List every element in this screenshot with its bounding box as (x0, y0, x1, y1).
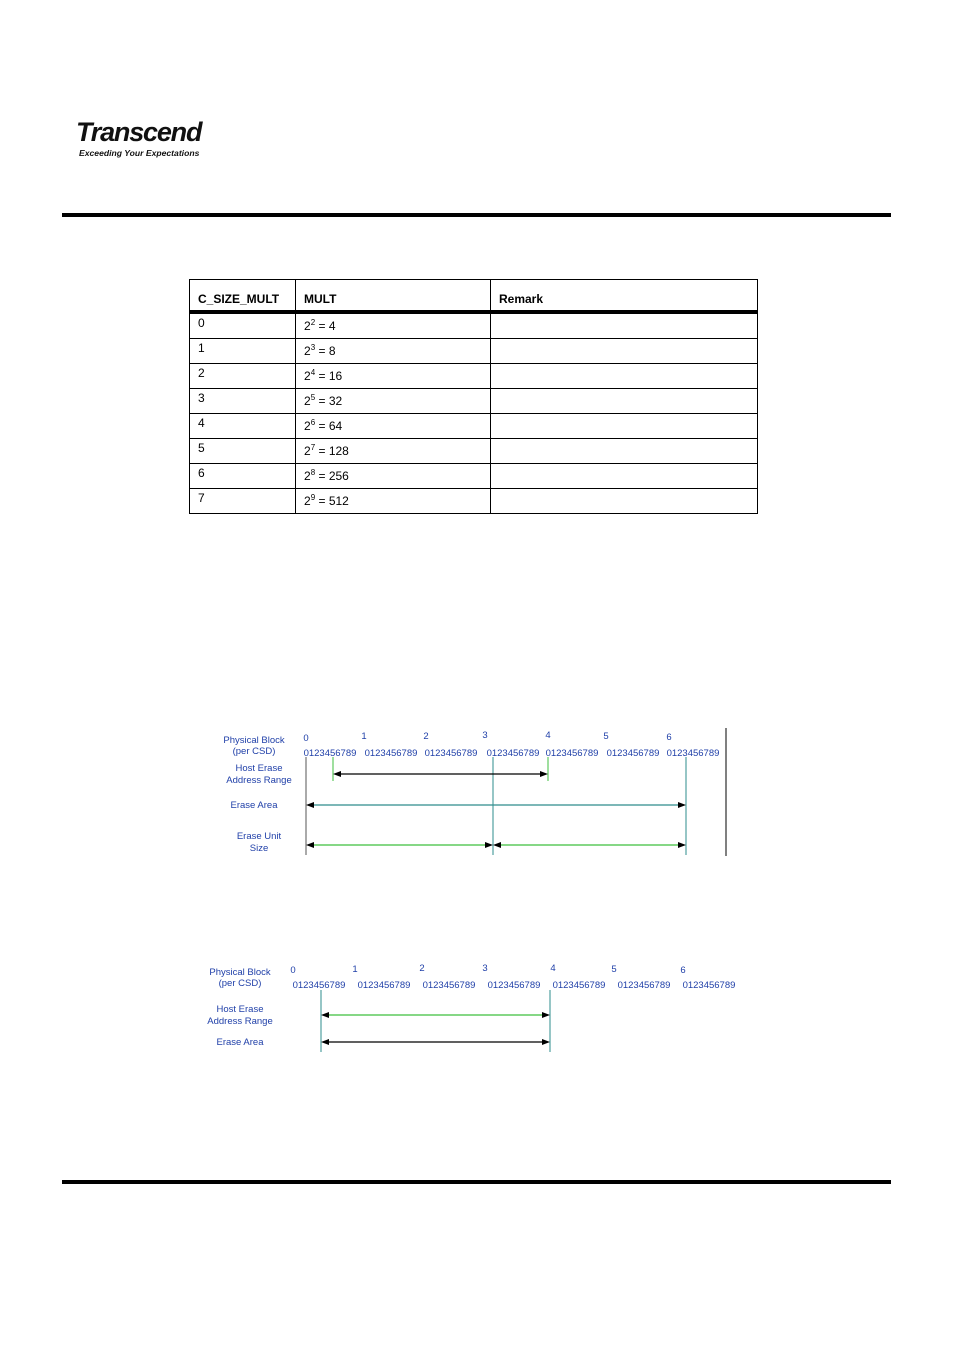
address-range-label: Address Range (226, 775, 292, 786)
arrowhead-left (306, 802, 314, 808)
mult-exponent: 5 (310, 393, 316, 402)
arrowhead-left (306, 842, 314, 848)
column-header-c-size-mult: C_SIZE_MULT (190, 280, 296, 313)
mult-result: = 256 (315, 469, 349, 483)
mult-result: = 512 (315, 494, 349, 508)
digit-string: 0123456789 (424, 748, 478, 759)
cell-c-size-mult: 2 (190, 364, 296, 389)
digit-string: 0123456789 (487, 980, 541, 991)
digit-string: 0123456789 (606, 748, 660, 759)
mult-base: 2 (304, 319, 311, 333)
cell-c-size-mult: 7 (190, 489, 296, 514)
digit-string: 0123456789 (682, 980, 736, 991)
arrowhead-left (321, 1012, 329, 1018)
digit-string: 0123456789 (617, 980, 671, 991)
erase-area-label: Erase Area (230, 800, 278, 811)
host-erase-label: Host Erase (216, 1004, 264, 1015)
mult-result: = 4 (315, 319, 336, 333)
block-number: 6 (680, 965, 686, 976)
arrowhead-right (678, 842, 686, 848)
mult-exponent: 2 (310, 318, 316, 327)
digit-string: 0123456789 (545, 748, 599, 759)
erase-unit-label: Erase Unit (236, 831, 282, 842)
mult-result: = 64 (315, 419, 343, 433)
arrowhead-right (542, 1012, 550, 1018)
block-number: 0 (303, 733, 309, 744)
per-csd-label: (per CSD) (218, 978, 262, 989)
block-number: 5 (603, 731, 609, 742)
arrowhead-right (540, 771, 548, 777)
mult-base: 2 (304, 494, 311, 508)
arrowhead-left (321, 1039, 329, 1045)
logo-wordmark: Transcend (76, 117, 202, 147)
mult-result: = 128 (315, 444, 349, 458)
mult-exponent: 4 (310, 368, 316, 377)
digit-string: 0123456789 (486, 748, 540, 759)
digit-string: 0123456789 (303, 748, 357, 759)
digit-string: 0123456789 (357, 980, 411, 991)
cell-c-size-mult: 4 (190, 414, 296, 439)
cell-c-size-mult: 6 (190, 464, 296, 489)
cell-c-size-mult: 3 (190, 389, 296, 414)
erase-area-label: Erase Area (216, 1037, 264, 1048)
mult-exponent: 8 (310, 468, 316, 477)
column-header-remark: Remark (491, 280, 758, 313)
block-number: 6 (666, 732, 672, 743)
mult-exponent: 6 (310, 418, 316, 427)
arrowhead-right (678, 802, 686, 808)
mult-result: = 32 (315, 394, 343, 408)
per-csd-label: (per CSD) (232, 746, 276, 757)
block-number: 1 (361, 731, 367, 742)
physical-block-label: Physical Block (223, 735, 285, 746)
mult-exponent: 7 (310, 443, 316, 452)
mult-base: 2 (304, 444, 311, 458)
block-number: 5 (611, 964, 617, 975)
mult-exponent: 9 (310, 493, 316, 502)
block-number: 2 (423, 731, 429, 742)
address-range-label: Address Range (207, 1016, 273, 1027)
mult-exponent: 3 (310, 343, 316, 352)
digit-string: 0123456789 (364, 748, 418, 759)
digit-string: 0123456789 (422, 980, 476, 991)
arrowhead-right (542, 1039, 550, 1045)
logo-tagline: Exceeding Your Expectations (79, 148, 200, 158)
mult-base: 2 (304, 469, 311, 483)
mult-base: 2 (304, 394, 311, 408)
mult-base: 2 (304, 369, 311, 383)
arrowhead-right (485, 842, 493, 848)
cell-c-size-mult: 1 (190, 339, 296, 364)
digit-string: 0123456789 (666, 748, 720, 759)
block-number: 1 (352, 964, 358, 975)
host-erase-label: Host Erase (235, 763, 283, 774)
arrowhead-left (493, 842, 501, 848)
mult-result: = 16 (315, 369, 343, 383)
cell-c-size-mult: 5 (190, 439, 296, 464)
cell-c-size-mult: 0 (190, 312, 296, 339)
block-number: 4 (550, 963, 556, 974)
mult-base: 2 (304, 419, 311, 433)
block-number: 2 (419, 963, 425, 974)
footer-rule (62, 1180, 891, 1184)
digit-string: 0123456789 (292, 980, 346, 991)
size-label: Size (249, 843, 269, 854)
block-number: 0 (290, 965, 296, 976)
block-number: 3 (482, 963, 488, 974)
block-number: 4 (545, 730, 551, 741)
arrowhead-left (333, 771, 341, 777)
column-header-mult: MULT (296, 280, 491, 313)
physical-block-label: Physical Block (209, 967, 271, 978)
mult-result: = 8 (315, 344, 336, 358)
block-number: 3 (482, 730, 488, 741)
digit-string: 0123456789 (552, 980, 606, 991)
mult-base: 2 (304, 344, 311, 358)
